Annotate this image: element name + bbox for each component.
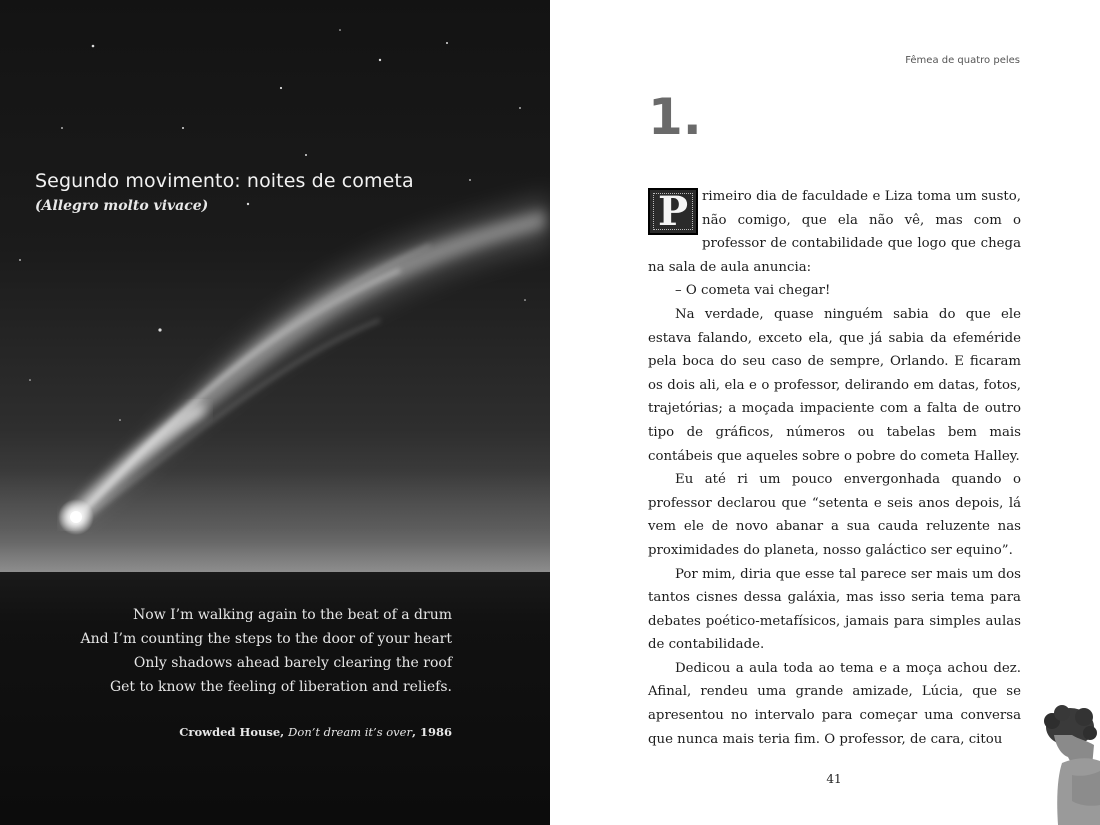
epigraph-author: Crowded House, bbox=[179, 725, 289, 739]
right-page bbox=[550, 0, 1100, 825]
epigraph-line: Only shadows ahead barely clearing the roof bbox=[133, 655, 452, 671]
paragraph: Eu até ri um pouco envergonhada quando o professor declarou que “setenta e seis anos depois, lá vem ele de novo abanar a sua cauda reluzente nas proximidades do planeta, nosso galáctico ser equino”. bbox=[648, 472, 1021, 558]
chapter-number: 1. bbox=[648, 88, 702, 146]
paragraph: Por mim, diria que esse tal parece ser mais um dos tantos cisnes dessa galáxia, mas isso seria tema para debates poético-metafísicos, jamais para simples aulas de contabilidade. bbox=[648, 566, 1021, 653]
epigraph bbox=[32, 603, 452, 699]
paragraph bbox=[648, 185, 1021, 279]
part-subtitle: (Allegro molto vivace) bbox=[35, 198, 209, 214]
running-head: Fêmea de quatro peles bbox=[905, 55, 1020, 66]
paragraph: Dedicou a aula toda ao tema e a moça achou dez. Afinal, rendeu uma grande amizade, Lúcia, que se apresentou no intervalo para começar uma conversa que nunca mais teria fim. O professor, de cara, citou bbox=[648, 660, 1021, 747]
epigraph-year: , 1986 bbox=[411, 725, 452, 739]
body-text bbox=[648, 185, 1021, 751]
epigraph-line: Now I’m walking again to the beat of a drum bbox=[133, 607, 452, 623]
part-title: Segundo movimento: noites de cometa bbox=[35, 170, 414, 192]
page-number: 41 bbox=[826, 772, 842, 786]
drop-cap: P bbox=[648, 188, 698, 235]
epigraph-source bbox=[179, 725, 452, 739]
paragraph-text: rimeiro dia de faculdade e Liza toma um susto, não comigo, que ela não vê, mas com o professor de contabilidade que logo que chega na sala de aula anuncia: bbox=[648, 189, 1021, 275]
epigraph-line: Get to know the feeling of liberation and reliefs. bbox=[109, 679, 452, 695]
paragraph: – O cometa vai chegar! bbox=[675, 283, 831, 299]
epigraph-line: And I’m counting the steps to the door of your heart bbox=[80, 631, 452, 647]
paragraph: Na verdade, quase ninguém sabia do que ele estava falando, exceto ela, que já sabia da efeméride pela boca do seu caso de sempre, Orlando. E ficaram os dois ali, ela e o professor, delirando em datas, fotos, trajetórias; a moçada impaciente com a falta de outro tipo de gráficos, números ou tabelas bem mais contábeis que aqueles sobre o pobre do cometa Halley. bbox=[648, 306, 1021, 464]
figure-silhouette-image bbox=[1032, 705, 1100, 825]
comet-image bbox=[0, 0, 550, 572]
epigraph-work: Don’t dream it’s over bbox=[288, 725, 412, 739]
